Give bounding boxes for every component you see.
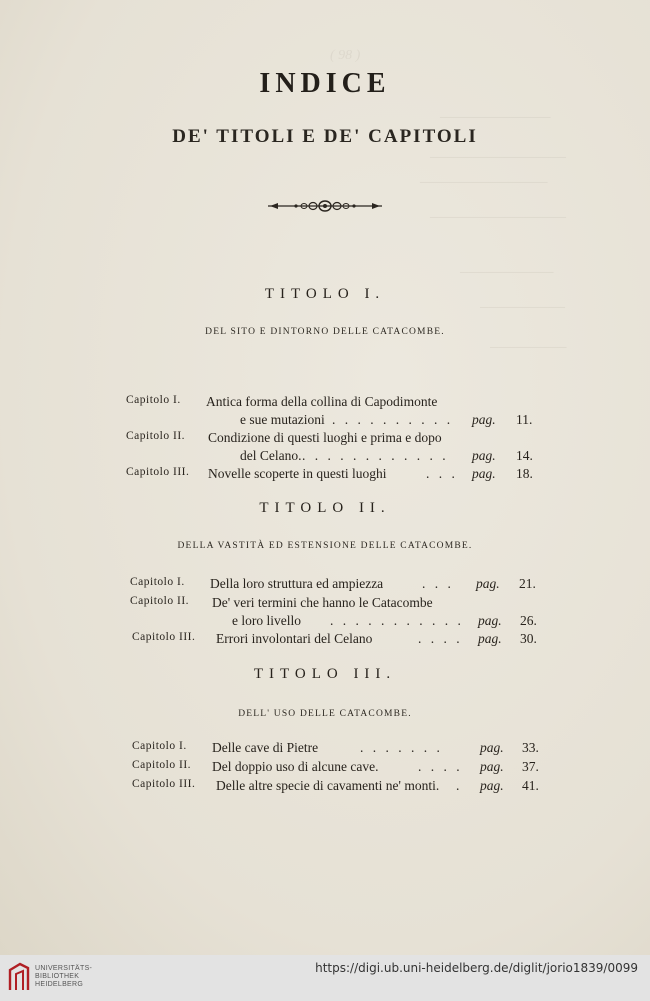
toc-entry: [126, 595, 546, 613]
leader-dots: . . .: [422, 576, 454, 591]
toc-entry: [126, 394, 546, 412]
section-subtitle: DEL SITO E DINTORNO DELLE CATACOMBE.: [205, 327, 445, 337]
page-abbrev: pag.: [480, 778, 504, 793]
leader-dots: . . . . . . . . . .: [332, 412, 454, 427]
page-abbrev: pag.: [472, 412, 496, 427]
library-logo-text[interactable]: UNIVERSITÄTS- BIBLIOTHEK HEIDELBERG: [35, 965, 93, 988]
ornament-divider: [268, 199, 382, 213]
page-number: 11.: [516, 412, 533, 427]
leader-dots: .: [456, 778, 463, 793]
chapter-title-line2: e loro livello: [232, 613, 301, 628]
chapter-label: Capitolo II.: [130, 595, 190, 607]
bleed-through: ─────────: [490, 340, 567, 354]
leader-dots: . . . . . . . . . . .: [330, 613, 464, 628]
toc-entry: [126, 576, 546, 594]
chapter-label: Capitolo I.: [132, 740, 187, 752]
toc-entry-continuation: [126, 613, 546, 631]
leader-dots: . . . .: [418, 631, 463, 646]
page-number: 14.: [516, 448, 533, 463]
chapter-label: Capitolo II.: [126, 430, 186, 442]
chapter-title: Novelle scoperte in questi luoghi: [208, 466, 387, 481]
toc-entry-continuation: [126, 412, 546, 430]
chapter-title: Della loro struttura ed ampiezza: [210, 576, 384, 591]
chapter-label: Capitolo I.: [130, 576, 185, 588]
chapter-label: Capitolo III.: [132, 778, 196, 790]
chapter-title: Delle cave di Pietre: [212, 740, 319, 755]
page-number: 33.: [522, 740, 539, 755]
section-subtitle: DELLA VASTITÀ ED ESTENSIONE DELLE CATACOMBE.: [177, 541, 473, 551]
chapter-title: Delle altre specie di cavamenti ne' monti.: [216, 778, 440, 793]
chapter-label: Capitolo III.: [126, 466, 190, 478]
page-abbrev: pag.: [478, 613, 502, 628]
page-abbrev: pag.: [478, 631, 502, 646]
page-abbrev: pag.: [480, 740, 504, 755]
leader-dots: . . .: [426, 466, 458, 481]
page-number: 41.: [522, 778, 539, 793]
toc-entry: [126, 631, 546, 649]
section-subtitle: DELL' USO DELLE CATACOMBE.: [238, 709, 412, 719]
bleed-through: ────────────────: [430, 210, 567, 224]
chapter-title: Del doppio uso di alcune cave.: [212, 759, 379, 774]
bleed-through: ───────────: [460, 265, 554, 279]
page-abbrev: pag.: [472, 466, 496, 481]
library-logo-icon[interactable]: [8, 962, 30, 992]
section-title: TITOLO II.: [259, 500, 391, 516]
chapter-label: Capitolo III.: [132, 631, 196, 643]
bleed-through: ────────────────: [430, 150, 567, 164]
chapter-title: Antica forma della collina di Capodimonte: [206, 394, 438, 409]
leader-dots: . . . .: [418, 759, 463, 774]
page-number: 30.: [520, 631, 537, 646]
source-url-link[interactable]: https://digi.ub.uni-heidelberg.de/diglit/jorio1839/0099: [315, 961, 638, 975]
bleed-through: ─────────────: [440, 110, 551, 124]
chapter-label: Capitolo I.: [126, 394, 181, 406]
chapter-title: Condizione di questi luoghi e prima e dopo: [208, 430, 442, 445]
chapter-title: Errori involontari del Celano: [216, 631, 373, 646]
toc-entry: [126, 778, 546, 796]
page-abbrev: pag.: [480, 759, 504, 774]
toc-entry: [126, 759, 546, 777]
index-title: INDICE: [259, 68, 391, 99]
section-title: TITOLO III.: [253, 666, 397, 682]
bleed-through: ( 98 ): [330, 48, 361, 63]
leader-dots: . . . . . . .: [360, 740, 443, 755]
leader-dots: . . . . . . . . . . . .: [302, 448, 449, 463]
page-number: 21.: [519, 576, 536, 591]
bleed-through: ───────────────: [420, 175, 548, 189]
chapter-title: De' veri termini che hanno le Catacombe: [212, 595, 433, 610]
page-number: 18.: [516, 466, 533, 481]
chapter-title-line2: e sue mutazioni: [240, 412, 325, 427]
bleed-through: ──────────: [480, 300, 566, 314]
section-title: TITOLO I.: [264, 286, 386, 302]
index-subtitle: DE' TITOLI E DE' CAPITOLI: [172, 126, 478, 147]
toc-entry: [126, 430, 546, 448]
toc-entry: [126, 466, 546, 484]
toc-entry-continuation: [126, 448, 546, 466]
page-abbrev: pag.: [476, 576, 500, 591]
toc-entry: [126, 740, 546, 758]
page-abbrev: pag.: [472, 448, 496, 463]
chapter-title-line2: del Celano.: [240, 448, 302, 463]
page-number: 37.: [522, 759, 539, 774]
page-number: 26.: [520, 613, 537, 628]
chapter-label: Capitolo II.: [132, 759, 192, 771]
